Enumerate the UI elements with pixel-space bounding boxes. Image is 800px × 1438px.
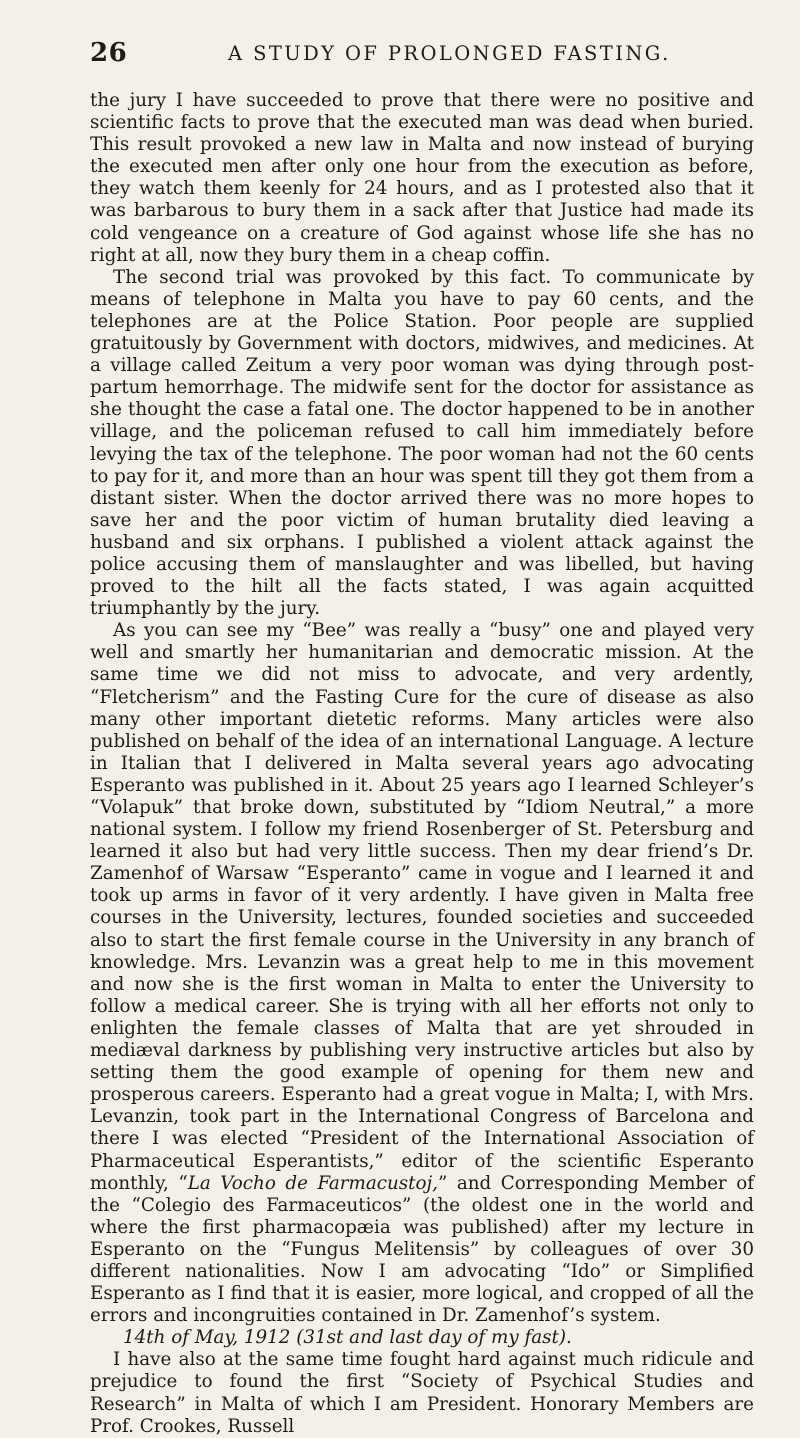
running-title: A STUDY OF PROLONGED FASTING.	[228, 42, 671, 65]
dateline-text: 14th of May, 1912 (31st and last day of my fast).	[123, 1327, 572, 1349]
running-head	[90, 38, 754, 78]
paragraph-3	[90, 620, 754, 1327]
dateline	[90, 1327, 754, 1349]
paragraph-2: The second trial was provoked by this fact. To communicate by means of telephone in Malta you have to pay 60 cents, and the telephones are at the Police Station. Poor people are supplied gratuitously by Government with doctors, midwives, and medicines. At a village called Zeitum a very poor woman was dying through post-partum hemorrhage. The midwife sent for the doctor for assistance as she thought the case a fatal one. The doctor happened to be in another village, and the policeman refused to call him immediately before levying the tax of the telephone. The poor woman had not the 60 cents to pay for it, and more than an hour was spent till they got them from a distant sister. When the doctor arrived there was no more hopes to save her and the poor victim of human brutality died leaving a husband and six orphans. I published a violent attack against the police accusing them of manslaughter and was libelled, but having proved to the hilt all the facts stated, I was again acquitted triumphantly by the jury.	[90, 266, 754, 620]
body-text	[90, 90, 754, 1438]
paragraph-3-end: ” and Corresponding Member of the “Colegio des Farmaceuticos” (the oldest one in the world and where the first pharmacopæia was published) after my lecture in Esperanto on the “Fungus Melitensis” by colleagues of over 30 different nationalities. Now I am advocating “Ido” or Simplified Esperanto as I find that it is easier, more logical, and cropped of all the errors and incongruities contained in Dr. Zamenhof’s system.	[90, 1172, 754, 1327]
journal-title: La Vocho de Farmacustoj,	[187, 1172, 438, 1194]
page-number: 26	[90, 38, 128, 68]
paragraph-4: I have also at the same time fought hard against much ridicule and prejudice to found the first “Society of Psychical Studies and Research” in Malta of which I am President. Honorary Members are Prof. Crookes, Russell	[90, 1349, 754, 1437]
paragraph-3-text: As you can see my “Bee” was really a “busy” one and played very well and smartly her humanitarian and democratic mission. At the same time we did not miss to advocate, and very ardently, “Fletcherism” and the Fasting Cure for the cure of disease as also many other important dietetic reforms. Many articles were also published on behalf of the idea of an international Language. A lecture in Italian that I delivered in Malta several years ago advocating Esperanto was published in it. About 25 years ago I learned Schleyer’s “Volapuk” that broke down, substituted by “Idiom Neutral,” a more national system. I follow my friend Rosenberger of St. Petersburg and learned it also but had very little success. Then my dear friend’s Dr. Zamenhof of Warsaw “Esperanto” came in vogue and I learned it and took up arms in favor of it very ardently. I have given in Malta free courses in the University, lectures, founded societies and succeeded also to start the first female course in the University in any branch of knowledge. Mrs. Levanzin was a great help to me in this movement and now she is the first woman in Malta to enter the University to follow a medical career. She is trying with all her efforts not only to enlighten the female classes of Malta that are yet shrouded in mediæval darkness by publishing very instructive articles but also by setting them the good example of opening for them new and prosperous careers. Esperanto had a great vogue in Malta; I, with Mrs. Levanzin, took part in the International Congress of Barcelona and there I was elected “President of the International Association of Pharmaceutical Esperantists,” editor of the scientific Esperanto monthly, “	[90, 620, 754, 1194]
paragraph-1: the jury I have succeeded to prove that there were no positive and scientific facts to prove that the executed man was dead when buried. This result provoked a new law in Malta and now instead of burying the executed men after only one hour from the execution as before, they watch them keenly for 24 hours, and as I protested also that it was barbarous to bury them in a sack after that Justice had made its cold vengeance on a creature of God against whose life she has no right at all, now they bury them in a cheap coffin.	[90, 90, 754, 266]
